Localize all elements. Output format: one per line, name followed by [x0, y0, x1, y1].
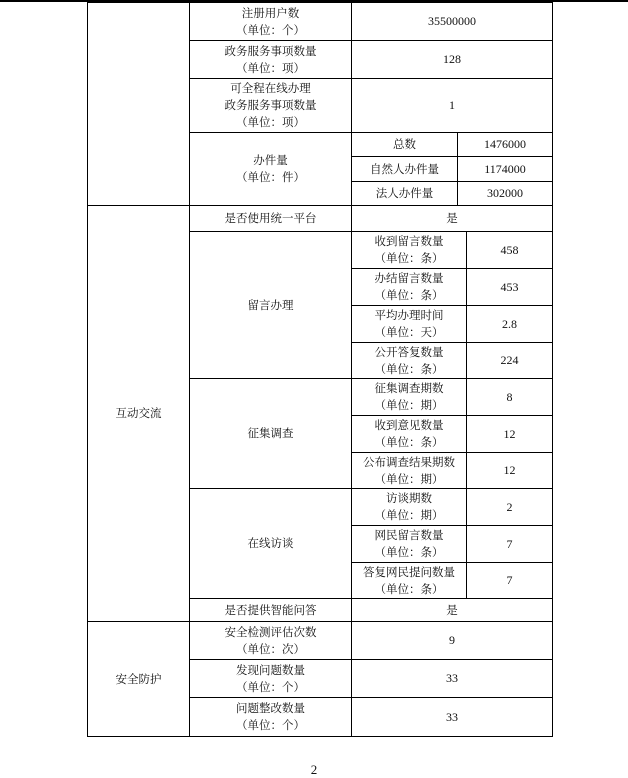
- survey-periods-value: 8: [466, 378, 553, 416]
- interview-periods-label: 访谈期数 （单位：期）: [351, 488, 467, 526]
- section-cell-continued: [87, 2, 190, 206]
- cases-natural-person-label: 自然人办件量: [351, 156, 458, 182]
- unified-platform-value: 是: [351, 205, 553, 232]
- registered-users-label: 注册用户数 （单位：个）: [189, 2, 352, 41]
- cases-label: 办件量 （单位：件）: [189, 132, 352, 206]
- interview-messages-value: 7: [466, 525, 553, 563]
- smart-qa-value: 是: [351, 598, 553, 622]
- registered-users-value: 35500000: [351, 2, 553, 41]
- cases-legal-person-value: 302000: [457, 181, 553, 206]
- survey-opinions-label: 收到意见数量 （单位：条）: [351, 415, 467, 453]
- interview-messages-label: 网民留言数量 （单位：条）: [351, 525, 467, 563]
- interview-label: 在线访谈: [189, 488, 352, 599]
- cases-total-value: 1476000: [457, 132, 553, 157]
- messages-received-value: 458: [466, 231, 553, 269]
- cases-legal-person-label: 法人办件量: [351, 181, 458, 206]
- survey-opinions-value: 12: [466, 415, 553, 453]
- interview-replies-label: 答复网民提问数量 （单位：条）: [351, 562, 467, 599]
- security-checks-value: 9: [351, 621, 553, 660]
- issues-found-value: 33: [351, 659, 553, 698]
- survey-results-label: 公布调查结果期数 （单位：期）: [351, 452, 467, 489]
- messages-avg-time-value: 2.8: [466, 305, 553, 343]
- smart-qa-label: 是否提供智能问答: [189, 598, 352, 622]
- cases-natural-person-value: 1174000: [457, 156, 553, 182]
- online-items-label: 可全程在线办理 政务服务事项数量 （单位：项）: [189, 78, 352, 133]
- online-items-value: 1: [351, 78, 553, 133]
- messages-closed-value: 453: [466, 268, 553, 306]
- messages-public-reply-label: 公开答复数量 （单位：条）: [351, 342, 467, 379]
- unified-platform-label: 是否使用统一平台: [189, 205, 352, 232]
- messages-closed-label: 办结留言数量 （单位：条）: [351, 268, 467, 306]
- security-checks-label: 安全检测评估次数 （单位：次）: [189, 621, 352, 660]
- issues-fixed-value: 33: [351, 697, 553, 737]
- interview-periods-value: 2: [466, 488, 553, 526]
- cases-total-label: 总数: [351, 132, 458, 157]
- messages-received-label: 收到留言数量 （单位：条）: [351, 231, 467, 269]
- messages-public-reply-value: 224: [466, 342, 553, 379]
- survey-results-value: 12: [466, 452, 553, 489]
- interview-replies-value: 7: [466, 562, 553, 599]
- service-items-label: 政务服务事项数量 （单位：项）: [189, 40, 352, 79]
- messages-avg-time-label: 平均办理时间 （单位：天）: [351, 305, 467, 343]
- issues-found-label: 发现问题数量 （单位：个）: [189, 659, 352, 698]
- section-security: 安全防护: [87, 621, 190, 737]
- page-number: 2: [310, 762, 318, 777]
- messages-label: 留言办理: [189, 231, 352, 379]
- survey-label: 征集调查: [189, 378, 352, 489]
- service-items-value: 128: [351, 40, 553, 79]
- issues-fixed-label: 问题整改数量 （单位：个）: [189, 697, 352, 737]
- section-interaction: 互动交流: [87, 205, 190, 622]
- survey-periods-label: 征集调查期数 （单位：期）: [351, 378, 467, 416]
